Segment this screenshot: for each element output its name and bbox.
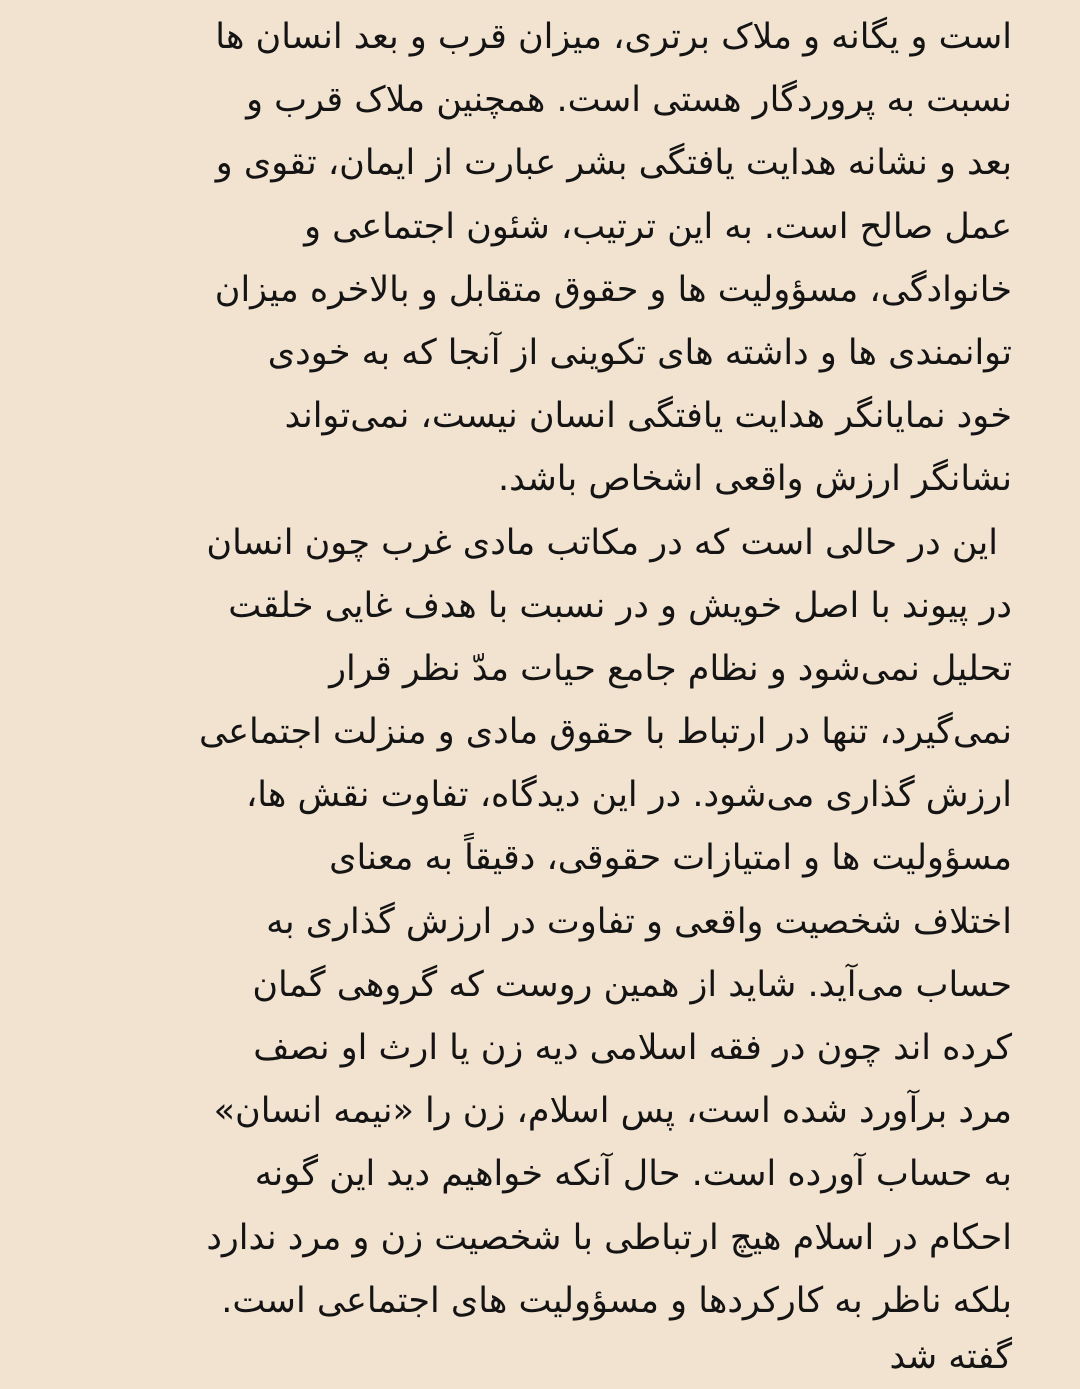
- text-line: نمی‌گیرد، تنها در ارتباط با حقوق مادی و منزلت اجتماعی: [198, 712, 1012, 753]
- text-line: خانوادگی، مسؤولیت ها و حقوق متقابل و بالاخره میزان: [214, 269, 1012, 310]
- text-line: بعد و نشانه هدایت یافتگی بشر عبارت از ایمان، تقوی و: [215, 143, 1012, 184]
- body-text: [66, 6, 1012, 1333]
- text-line: بلکه ناظر به کارکردها و مسؤولیت های اجتماعی است.: [221, 1280, 1012, 1321]
- text-line: است و یگانه و ملاک برتری، میزان قرب و بعد انسان ها: [215, 17, 1012, 57]
- text-line: خود نمایانگر هدایت یافتگی انسان نیست، نمی‌تواند: [284, 396, 1012, 437]
- text-line: نشانگر ارزش واقعی اشخاص باشد.: [497, 459, 1012, 500]
- text-line: مسؤولیت ها و امتیازات حقوقی، دقیقاً به معنای: [329, 838, 1012, 879]
- partial-line-text: گفته شد: [889, 1337, 1012, 1377]
- paragraph-start-line: این در حالی است که در مکاتب مادی غرب چون انسان: [206, 522, 998, 563]
- text-line: کرده اند چون در فقه اسلامی دیه زن یا ارث او نصف: [253, 1028, 1012, 1068]
- text-line: توانمندی ها و داشته های تکوینی از آنجا که به خودی: [267, 332, 1012, 373]
- text-line: ارزش گذاری می‌شود. در این دیدگاه، تفاوت نقش ها،: [245, 775, 1012, 816]
- text-line: اختلاف شخصیت واقعی و تفاوت در ارزش گذاری به: [266, 901, 1012, 942]
- text-line: احکام در اسلام هیچ ارتباطی با شخصیت زن و مرد ندارد: [206, 1217, 1012, 1258]
- text-line: عمل صالح است. به این ترتیب، شئون اجتماعی و: [304, 206, 1012, 247]
- text-line: به حساب آورده است. حال آنکه خواهیم دید این گونه: [254, 1154, 1012, 1195]
- text-line: حساب می‌آید. شاید از همین روست که گروهی گمان: [252, 964, 1012, 1005]
- text-line: تحلیل نمی‌شود و نظام جامع حیات مدّ نظر قرار: [329, 648, 1012, 689]
- text-line: نسبت به پروردگار هستی است. همچنین ملاک قرب و: [246, 80, 1012, 121]
- partial-next-line: [66, 1332, 1012, 1377]
- text-line: مرد برآورد شده است، پس اسلام، زن را «نیمه انسان»: [213, 1091, 1012, 1132]
- text-line: در پیوند با اصل خویش و در نسبت با هدف غایی خلقت: [228, 585, 1012, 626]
